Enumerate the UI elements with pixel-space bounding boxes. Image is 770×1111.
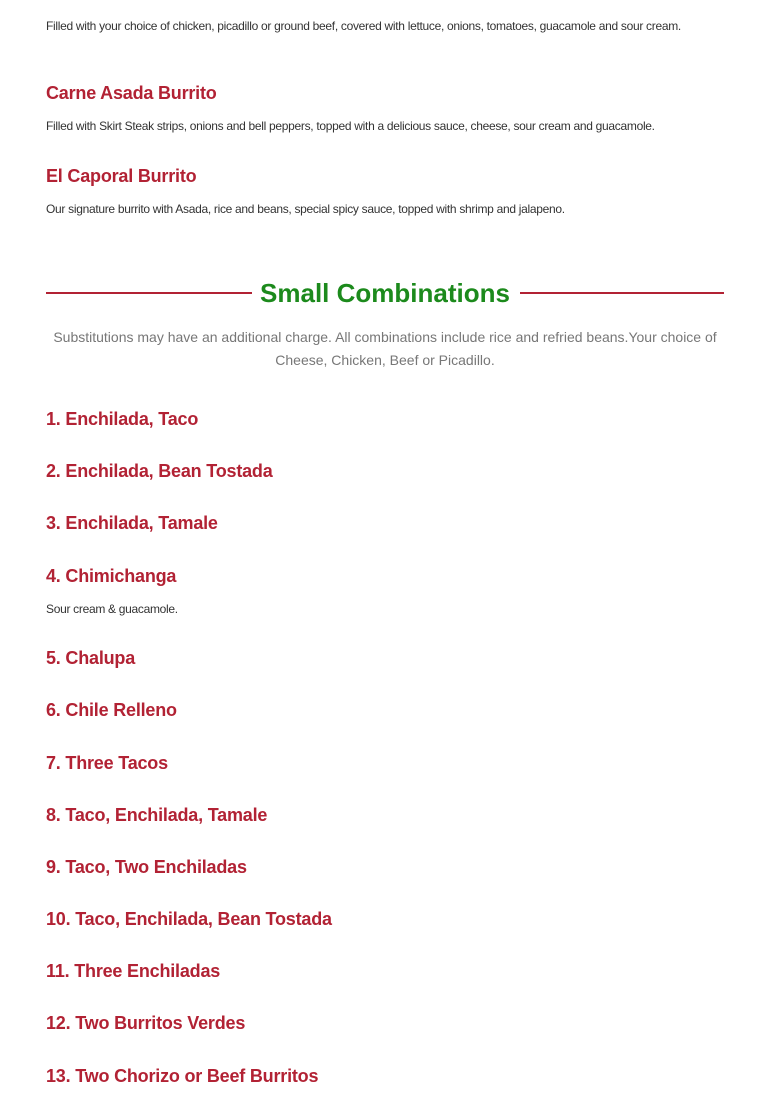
combo-item	[46, 1064, 724, 1088]
combo-title: 9. Taco, Two Enchiladas	[46, 857, 247, 877]
menu-item-title: El Caporal Burrito	[46, 166, 197, 186]
combo-title: 12. Two Burritos Verdes	[46, 1013, 246, 1033]
menu-item	[46, 81, 724, 136]
combo-item	[46, 907, 724, 931]
combo-item	[46, 511, 724, 535]
combo-title: 6. Chile Relleno	[46, 700, 177, 720]
combo-title: 10. Taco, Enchilada, Bean Tostada	[46, 909, 332, 929]
combo-item	[46, 803, 724, 827]
menu-item	[46, 164, 724, 219]
menu-item-title: Carne Asada Burrito	[46, 83, 217, 103]
combo-item	[46, 1011, 724, 1035]
menu-item	[46, 16, 724, 36]
combo-title: 8. Taco, Enchilada, Tamale	[46, 805, 268, 825]
combo-item	[46, 698, 724, 722]
menu-item-description: Filled with Skirt Steak strips, onions and bell peppers, topped with a delicious sauce, cheese, sour cream and guacamole.	[46, 119, 655, 133]
combo-item	[46, 959, 724, 983]
section-title: Small Combinations	[260, 278, 510, 308]
menu-item-description: Filled with your choice of chicken, picadillo or ground beef, covered with lettuce, onions, tomatoes, guacamole and sour cream.	[46, 19, 681, 33]
combo-title: 5. Chalupa	[46, 648, 136, 668]
combo-item	[46, 564, 724, 619]
combo-title: 7. Three Tacos	[46, 753, 168, 773]
section-note: Substitutions may have an additional charge. All combinations include rice and refried beans.Your choice of Cheese, Chicken, Beef or Picadillo.	[53, 329, 717, 368]
section-divider-right	[520, 292, 724, 294]
combo-title: 11. Three Enchiladas	[46, 961, 221, 981]
menu-item-description: Our signature burrito with Asada, rice and beans, special spicy sauce, topped with shrimp and jalapeno.	[46, 202, 565, 216]
combo-item	[46, 855, 724, 879]
combo-item	[46, 751, 724, 775]
combo-item	[46, 459, 724, 483]
combo-title: 4. Chimichanga	[46, 566, 177, 586]
combo-title: 2. Enchilada, Bean Tostada	[46, 461, 273, 481]
section-header	[46, 276, 724, 310]
combo-title: 1. Enchilada, Taco	[46, 409, 199, 429]
combo-title: 13. Two Chorizo or Beef Burritos	[46, 1066, 319, 1086]
combo-item	[46, 407, 724, 431]
combo-description: Sour cream & guacamole.	[46, 602, 178, 616]
combo-item	[46, 646, 724, 670]
combo-title: 3. Enchilada, Tamale	[46, 513, 218, 533]
